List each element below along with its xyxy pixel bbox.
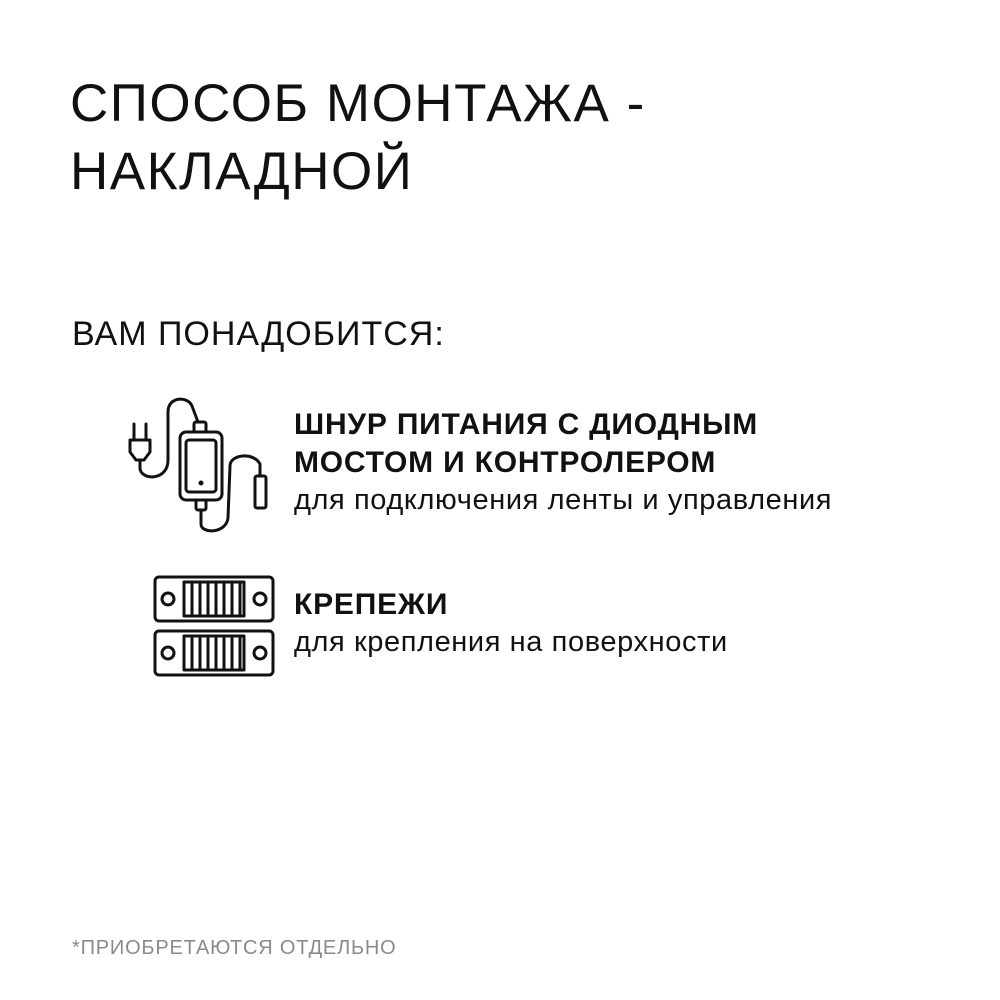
requirement-text-power-cord [294,406,832,518]
requirements-heading: ВАМ ПОНАДОБИТСЯ: [72,315,445,353]
item-title: КРЕПЕЖИ [294,588,449,621]
item-description: для крепления на поверхности [294,626,728,658]
power-cord-controller-icon [126,390,276,540]
requirement-item-power-cord [0,390,1000,540]
page-title [70,70,950,206]
page-title-line-1: СПОСОБ МОНТАЖА - [70,74,646,133]
item-title-line-2: МОСТОМ И КОНТРОЛЕРОМ [294,446,717,479]
footnote: *ПРИОБРЕТАЮТСЯ ОТДЕЛЬНО [72,937,397,959]
requirement-item-clips [0,570,1000,680]
page-title-line-2: НАКЛАДНОЙ [70,142,414,201]
item-description: для подключения ленты и управления [294,484,833,516]
item-title-line-1: ШНУР ПИТАНИЯ С ДИОДНЫМ [294,408,759,441]
mounting-clips-icon [152,574,276,678]
requirement-text-clips [294,586,728,660]
